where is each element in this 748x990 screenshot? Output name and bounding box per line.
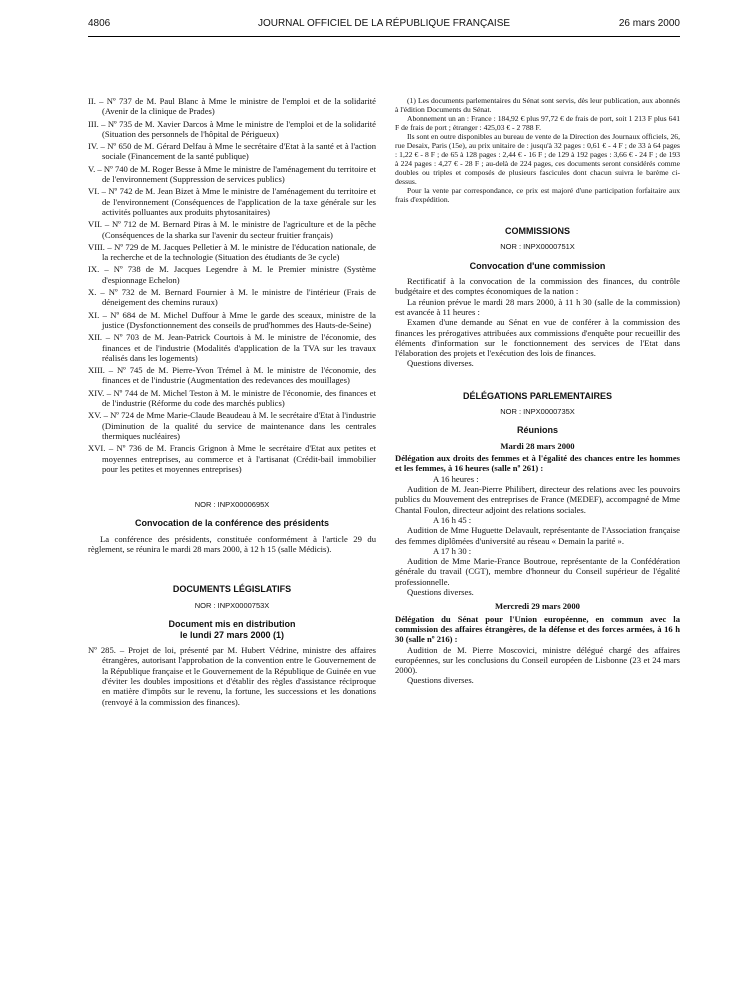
issue-date: 26 mars 2000 bbox=[618, 18, 680, 29]
left-column bbox=[88, 96, 376, 709]
documents-subtitle bbox=[88, 619, 376, 640]
commissions-p1: Rectificatif à la convocation de la commission des finances, du contrôle budgétaire et des comptes économiques de la nation : bbox=[395, 276, 680, 297]
list-item: XV. – Nº 724 de Mme Marie-Claude Beaudeau à M. le secrétaire d'Etat à l'industrie (Diminution de la qualité du service de maintenance dans les centrales thermiques nucléaires) bbox=[88, 410, 376, 441]
time-label: A 16 h 45 : bbox=[433, 514, 472, 525]
footnote bbox=[395, 96, 680, 204]
footnote-p3: Ils sont en outre disponibles au bureau de vente de la Direction des Journaux officiels, 26, rue Desaix, Paris (15e), au prix unitaire de : jusqu'à 32 pages : 0,61 € - 4 F ; de 33 à 64 pages : 1,22 € - 8 F ; de 65 à 128 pages : 2,44 € - 16 F ; de 129 à 192 pages : 3,66 € - 24 F ; de 193 à 224 pages : 4,27 € - 28 F ; au-delà de 224 pages, ces documents seront considérés comme doubles ou triples et composés de plusieurs fascicules dont chacun suivra le barème ci-dessus. bbox=[395, 132, 680, 186]
audition-text: Audition de Mme Huguette Delavault, représentante de l'Association française des femmes diplômées d'université au réseau « Demain la parité ». bbox=[395, 525, 680, 546]
meeting-date: Mercredi 29 mars 2000 bbox=[495, 601, 580, 612]
time-label: A 17 h 30 : bbox=[433, 545, 472, 556]
audition-text: Audition de M. Pierre Moscovici, ministre délégué chargé des affaires européennes, sur les conclusions du Conseil européen de Lisbonne (23 et 24 mars 2000). bbox=[395, 644, 680, 676]
list-item: III. – Nº 735 de M. Xavier Darcos à Mme le ministre de l'emploi et de la solidarité (Situation des personnels de l'hôpital de Périgueux) bbox=[88, 118, 376, 139]
commissions-p2: La réunion prévue le mardi 28 mars 2000, à 11 h 30 (salle de la commission) est avancée à 11 heures : bbox=[395, 296, 680, 317]
document-entry: Nº 285. – Projet de loi, présenté par M. Hubert Védrine, ministre des affaires étrangères, autorisant l'approbation de la convention entre le Gouvernement de la République française et le Gouvernement de la République de Guinée en vue d'éviter les doubles impositions et d'établir des règles d'assistance réciproque en matière d'impôts sur le revenu, la fortune, les successions et les donations (renvoyé à la commission des finances). bbox=[88, 645, 376, 707]
list-item: X. – Nº 732 de M. Bernard Fournier à M. le ministre de l'intérieur (Frais de déneigement des chemins ruraux) bbox=[88, 287, 376, 308]
delegations-section-title: DÉLÉGATIONS PARLEMENTAIRES bbox=[462, 390, 612, 401]
documents-subtitle-line: Document mis en distribution bbox=[168, 619, 296, 630]
conference-text: La conférence des présidents, constituée conformément à l'article 29 du règlement, se réunira le mardi 28 mars 2000, à 12 h 15 (salle Médicis). bbox=[88, 533, 376, 555]
list-item: VII. – Nº 712 de M. Bernard Piras à M. le ministre de l'agriculture et de la pêche (Conséquences de la sharka sur l'avenir du secteur fruitier français) bbox=[88, 219, 376, 240]
list-item: IV. – Nº 650 de M. Gérard Delfau à Mme le secrétaire d'Etat à la santé et à l'action sociale (Financement de la santé publique) bbox=[88, 141, 376, 162]
list-item: XI. – Nº 684 de M. Michel Duffour à Mme le garde des sceaux, ministre de la justice (Dysfonctionnement des conseils de prud'hommes des Hauts-de-Seine) bbox=[88, 309, 376, 330]
header-rule bbox=[88, 36, 680, 37]
nor-reference: NOR : INPX0000735X bbox=[500, 407, 575, 417]
list-item: VI. – Nº 742 de M. Jean Bizet à Mme le ministre de l'aménagement du territoire et de l'environnement (Conséquences de l'application de la taxe générale sur les activités polluantes aux produits phytosanitaires) bbox=[88, 186, 376, 217]
list-item: XIV. – Nº 744 de M. Michel Teston à M. le ministre de l'économie, des finances et de l'industrie (Réforme du code des marchés publics) bbox=[88, 387, 376, 409]
questions-diverses: Questions diverses. bbox=[407, 587, 474, 598]
documents-section-title: DOCUMENTS LÉGISLATIFS bbox=[172, 584, 292, 595]
audition-text: Audition de Mme Marie-France Boutroue, représentante de la Confédération générale du travail (CGT), membre d'honneur du Conseil supérieur de l'égalité professionnelle. bbox=[395, 556, 680, 587]
footnote-p2: Abonnement un an : France : 184,92 € plus 97,72 € de frais de port, soit 1 213 F plus 641 F de frais de port ; étranger : 425,03 € - 2 788 F. bbox=[395, 114, 680, 132]
commissions-p3: Examen d'une demande au Sénat en vue de conférer à la commission des finances les prérogatives attribuées aux commissions d'enquête pour recueillir des éléments d'information sur le fonctionnement des services de l'Etat dans l'élaboration des projets et l'exécution des lois de finances. bbox=[395, 317, 680, 359]
delegation-title: Délégation aux droits des femmes et à l'égalité des chances entre les hommes et les femmes, à 16 heures (salle nº 261) : bbox=[395, 453, 680, 474]
list-item: XIII. – Nº 745 de M. Pierre-Yvon Trémel à M. le ministre de l'économie, des finances et de l'industrie (Augmentation des redevances des mouillages) bbox=[88, 365, 376, 386]
nor-reference: NOR : INPX0000751X bbox=[500, 242, 575, 252]
questions-diverses: Questions diverses. bbox=[407, 675, 474, 686]
time-label: A 16 heures : bbox=[433, 473, 479, 484]
journal-title: JOURNAL OFFICIEL DE LA RÉPUBLIQUE FRANÇAISE bbox=[257, 18, 511, 29]
footnote-p4: Pour la vente par correspondance, ce prix est majoré d'une participation forfaitaire aux frais d'expédition. bbox=[395, 186, 680, 204]
page-header bbox=[88, 18, 680, 32]
questions-list bbox=[88, 96, 376, 474]
list-item: IX. – Nº 738 de M. Jacques Legendre à M. le Premier ministre (Système d'espionnage Echelon) bbox=[88, 264, 376, 285]
delegations-subtitle: Réunions bbox=[516, 425, 558, 436]
nor-reference: NOR : INPX0000695X bbox=[194, 500, 270, 510]
list-item: II. – Nº 737 de M. Paul Blanc à Mme le ministre de l'emploi et de la solidarité (Avenir de la clinique de Prades) bbox=[88, 96, 376, 117]
commissions-section-title: COMMISSIONS bbox=[504, 226, 570, 236]
meeting-date: Mardi 28 mars 2000 bbox=[500, 440, 575, 451]
list-item: XVI. – Nº 736 de M. Francis Grignon à Mme le secrétaire d'Etat aux petites et moyennes entreprises, au commerce et à l'artisanat (Crédit-bail immobilier pour les petites et moyennes entreprises) bbox=[88, 443, 376, 474]
list-item: XII. – Nº 703 de M. Jean-Patrick Courtois à M. le ministre de l'économie, des finances et de l'industrie (Modalités d'application de la TVA sur les travaux réalisés dans les logements) bbox=[88, 332, 376, 363]
list-item: VIII. – Nº 729 de M. Jacques Pelletier à M. le ministre de l'éducation nationale, de la recherche et de la technologie (Situation des étudiants de 3e cycle) bbox=[88, 241, 376, 263]
list-item: V. – Nº 740 de M. Roger Besse à Mme le ministre de l'aménagement du territoire et de l'environnement (Suppression de services publics) bbox=[88, 163, 376, 185]
audition-text: Audition de M. Jean-Pierre Philibert, directeur des relations avec les pouvoirs publics du Mouvement des entreprises de France (MEDEF), accompagné de Mme Chantal Foulon, directeur adjoint des relations sociales. bbox=[395, 484, 680, 515]
documents-subtitle-line: le lundi 27 mars 2000 (1) bbox=[179, 629, 285, 640]
footnote-p1: (1) Les documents parlementaires du Sénat sont servis, dès leur publication, aux abonnés à l'édition Documents du Sénat. bbox=[395, 96, 680, 114]
right-column bbox=[395, 96, 680, 686]
conference-title: Convocation de la conférence des présidents bbox=[134, 518, 330, 529]
nor-reference: NOR : INPX0000753X bbox=[194, 600, 270, 610]
delegation-title: Délégation du Sénat pour l'Union européenne, en commun avec la commission des affaires étrangères, de la défense et des forces armées, à 16 h 30 (salle nº 216) : bbox=[395, 613, 680, 645]
commissions-p4: Questions diverses. bbox=[407, 358, 474, 369]
page-number: 4806 bbox=[88, 18, 111, 29]
commissions-subtitle: Convocation d'une commission bbox=[469, 260, 606, 271]
